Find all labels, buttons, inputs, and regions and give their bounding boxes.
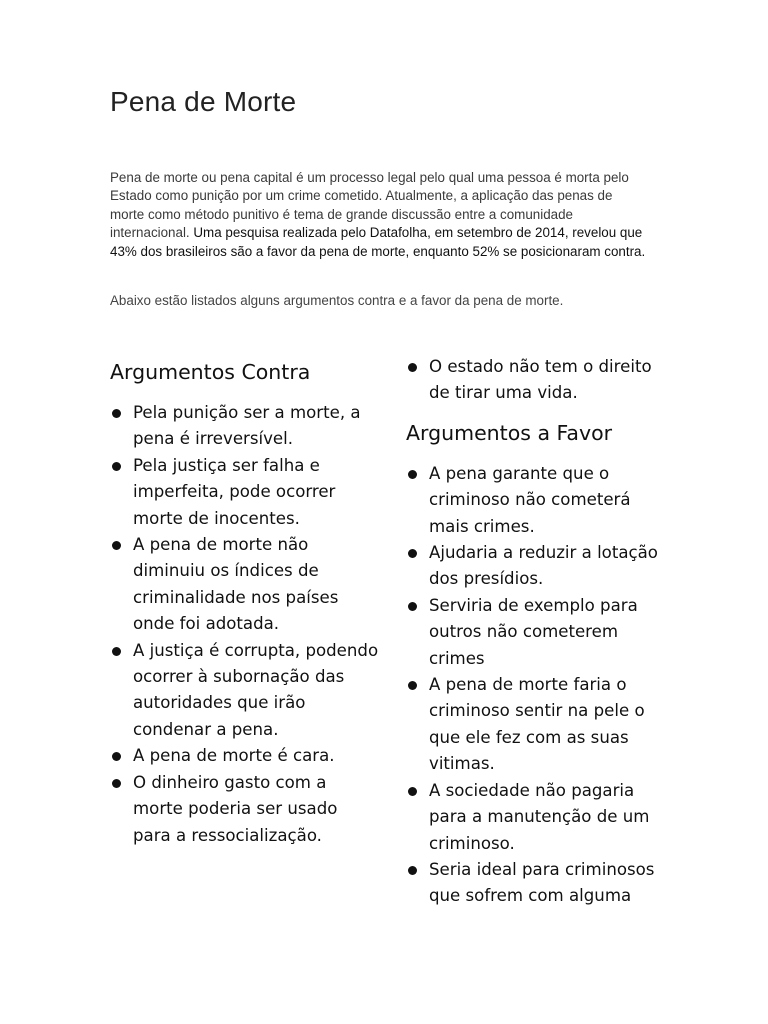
list-item: A justiça é corrupta, podendo ocorrer à subornação das autoridades que irão condenar a pena.: [110, 638, 380, 744]
page-title: Pena de Morte: [110, 86, 297, 117]
list-item: A pena de morte faria o criminoso sentir na pele o que ele fez com as suas vitimas.: [406, 672, 666, 778]
left-column: [110, 354, 380, 849]
heading-contra: Argumentos Contra: [110, 360, 311, 384]
list-item: O estado não tem o direito de tirar uma vida.: [406, 354, 666, 407]
list-item: Seria ideal para criminosos que sofrem com alguma: [406, 857, 666, 910]
list-item: O dinheiro gasto com a morte poderia ser usado para a ressocialização.: [110, 770, 380, 849]
list-item: Serviria de exemplo para outros não cometerem crimes: [406, 593, 666, 672]
intro-survey-text: Uma pesquisa realizada pelo Datafolha, em setembro de 2014, revelou que 43% dos brasileiros são a favor da pena de morte, enquanto 52% se posicionaram contra.: [110, 225, 646, 259]
list-contra-continued: [406, 354, 666, 407]
intro-text: Pena de morte ou pena capital é um processo legal pelo qual uma pessoa é morta pelo Estado como punição por um crime cometido. Atualmente, a aplicação das penas de morte como método punitivo é tema de grande discussão entre a comunidade internacional.: [110, 170, 629, 241]
list-item: A sociedade não pagaria para a manutenção de um criminoso.: [406, 778, 666, 857]
list-item: A pena de morte é cara.: [110, 743, 380, 769]
list-item: A pena garante que o criminoso não cometerá mais crimes.: [406, 461, 666, 540]
list-favor: [406, 461, 666, 910]
list-contra: [110, 400, 380, 849]
list-item: Pela justiça ser falha e imperfeita, pode ocorrer morte de inocentes.: [110, 453, 380, 532]
intro-paragraph: [110, 169, 650, 261]
list-item: Ajudaria a reduzir a lotação dos presídios.: [406, 540, 666, 593]
right-column: [406, 354, 666, 910]
heading-favor: Argumentos a Favor: [406, 420, 613, 445]
list-item: Pela punição ser a morte, a pena é irreversível.: [110, 400, 380, 453]
list-item: A pena de morte não diminuiu os índices de criminalidade nos países onde foi adotada.: [110, 532, 380, 638]
arguments-note: Abaixo estão listados alguns argumentos contra e a favor da pena de morte.: [110, 293, 564, 308]
